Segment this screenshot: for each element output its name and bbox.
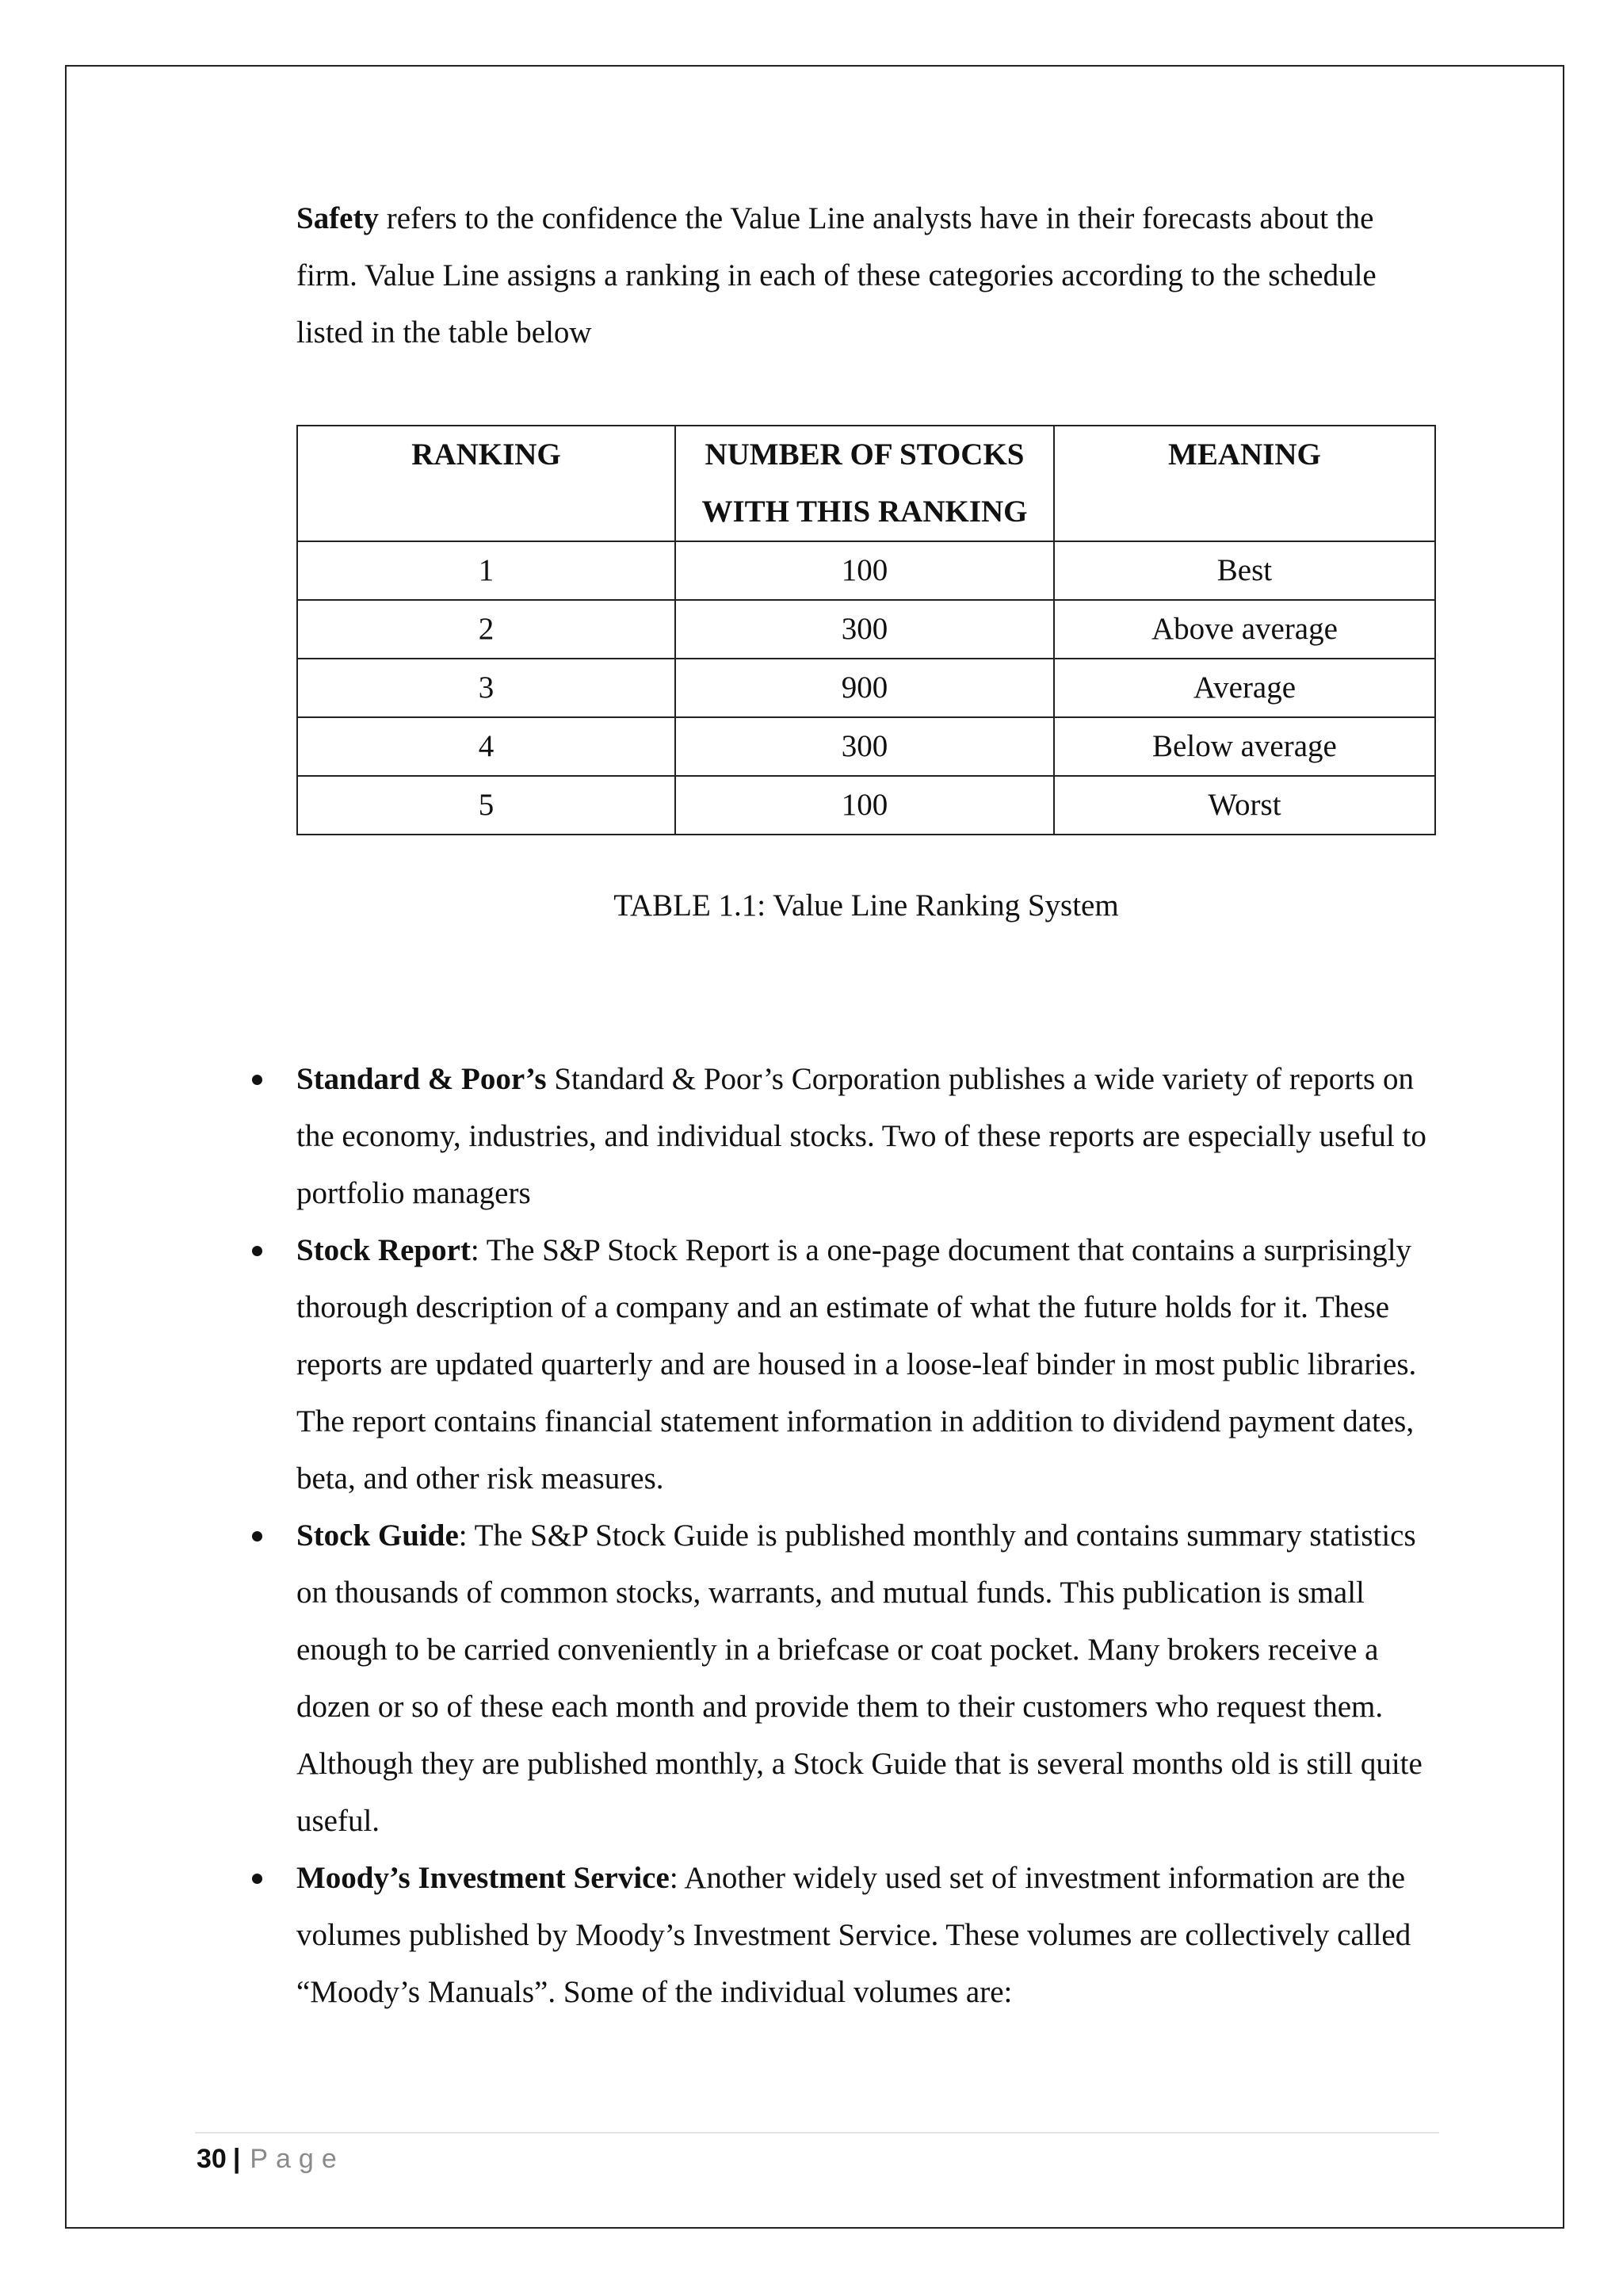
cell-ranking: 5 (297, 776, 675, 835)
bullet-list (296, 1051, 1438, 2021)
cell-ranking: 4 (297, 717, 675, 776)
list-item (296, 1507, 1438, 1850)
table-row (297, 717, 1435, 776)
bullet-term: Moody’s Investment Service (296, 1861, 670, 1895)
list-item (296, 1222, 1438, 1507)
list-item (296, 1850, 1438, 2021)
bullet-icon (252, 1246, 262, 1256)
header-number-of-stocks-label: NUMBER OF STOCKS WITH THIS RANKING (701, 437, 1028, 529)
bullet-text: : Another widely used set of investment information are the volumes published by Moody’s Investment Service. These volumes are collectively called “Moody’s Manuals”. Some of the individual volumes are: (296, 1861, 1411, 2009)
cell-meaning: Worst (1054, 776, 1435, 835)
cell-ranking: 2 (297, 600, 675, 659)
bullet-text: : The S&P Stock Report is a one-page document that contains a surprisingly thorough description of a company and an estimate of what the future holds for it. These reports are updated quarterly and are housed in a loose-leaf binder in most public libraries. The report contains financial statement information in addition to dividend payment dates, beta, and other risk measures. (296, 1233, 1417, 1496)
header-ranking: RANKING (297, 426, 675, 541)
cell-count: 100 (675, 541, 1054, 600)
table-row (297, 776, 1435, 835)
intro-paragraph (296, 190, 1438, 361)
intro-text (296, 190, 1438, 361)
cell-ranking: 3 (297, 659, 675, 717)
bullet-icon (252, 1075, 262, 1085)
cell-meaning: Below average (1054, 717, 1435, 776)
bullet-icon (252, 1531, 262, 1541)
table-row (297, 600, 1435, 659)
bullet-text: Standard & Poor’s Corporation publishes a wide variety of reports on the economy, industries, and individual stocks. Two of these reports are especially useful to portfolio managers (296, 1062, 1426, 1210)
ranking-table (296, 425, 1436, 835)
cell-count: 300 (675, 600, 1054, 659)
bullet-term: Stock Guide (296, 1519, 459, 1553)
table-row (297, 541, 1435, 600)
cell-count: 900 (675, 659, 1054, 717)
table-row (297, 659, 1435, 717)
intro-bold-term: Safety (296, 201, 379, 235)
page-number: 30 (197, 2144, 227, 2174)
page-footer (197, 2135, 345, 2183)
cell-count: 300 (675, 717, 1054, 776)
table-caption: TABLE 1.1: Value Line Ranking System (613, 888, 1119, 923)
cell-ranking: 1 (297, 541, 675, 600)
footer-divider (195, 2132, 1439, 2134)
table-header-row (297, 426, 1435, 541)
list-item (296, 1051, 1438, 1222)
cell-meaning: Best (1054, 541, 1435, 600)
bullet-icon (252, 1874, 262, 1884)
bullet-term: Stock Report (296, 1233, 471, 1267)
cell-count: 100 (675, 776, 1054, 835)
footer-separator: | (232, 2144, 241, 2174)
cell-meaning: Average (1054, 659, 1435, 717)
bullet-term: Standard & Poor’s (296, 1062, 547, 1096)
intro-body: refers to the confidence the Value Line analysts have in their forecasts about the firm. Value Line assigns a ranking in each of these categories according to the schedule listed in the table below (296, 201, 1377, 350)
header-meaning: MEANING (1054, 426, 1435, 541)
cell-meaning: Above average (1054, 600, 1435, 659)
page-label: Page (250, 2144, 345, 2174)
header-number-of-stocks (675, 426, 1054, 541)
bullet-text: : The S&P Stock Guide is published monthly and contains summary statistics on thousands of common stocks, warrants, and mutual funds. This publication is small enough to be carried conveniently in a briefcase or coat pocket. Many brokers receive a dozen or so of these each month and provide them to their customers who request them. Although they are published monthly, a Stock Guide that is several months old is still quite useful. (296, 1519, 1423, 1838)
